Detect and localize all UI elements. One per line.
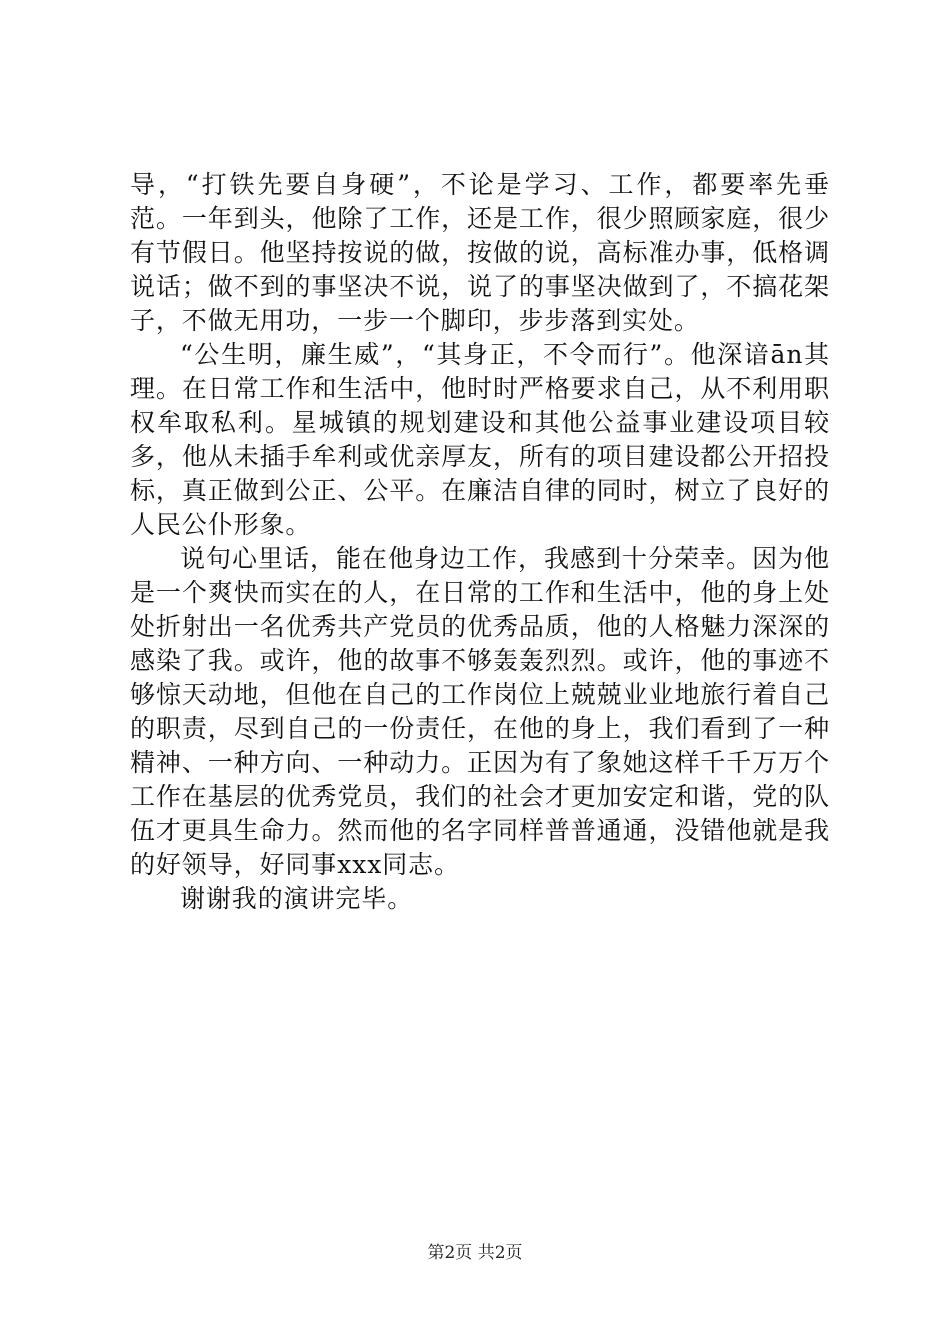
page-footer: 第2页 共2页 (427, 1243, 523, 1263)
document-body (130, 168, 830, 916)
paragraph-4: 谢谢我的演讲完毕。 (180, 884, 414, 913)
paragraph-3: 说句心里话，能在他身边工作，我感到十分荣幸。因为他是一个爽快而实在的人，在日常的工作和生活中，他的身上处处折射出一名优秀共产党员的优秀品质，他的人格魅力深深的感染了我。或许，他的故事不够轰轰烈烈。或许，他的事迹不够惊天动地，但他在自己的工作岗位上兢兢业业地旅行着自己的职责，尽到自己的一份责任，在他的身上，我们看到了一种精神、一种方向、一种动力。正因为有了象她这样千千万万个工作在基层的优秀党员，我们的社会才更加安定和谐，党的队伍才更具生命力。然而他的名字同样普普通通，没错他就是我的好领导，好同事xxx同志。 (130, 544, 830, 879)
paragraph-1: 导，“打铁先要自身硬”，不论是学习、工作，都要率先垂范。一年到头，他除了工作，还是工作，很少照顾家庭，很少有节假日。他坚持按说的做，按做的说，高标准办事，低格调说话；做不到的事坚决不说，说了的事坚决做到了，不搞花架子，不做无用功，一步一个脚印，步步落到实处。 (130, 170, 830, 335)
paragraph-2: “公生明，廉生威”，“其身正，不令而行”。他深谙ān其理。在日常工作和生活中，他时时严格要求自己，从不利用职权牟取私利。星城镇的规划建设和其他公益事业建设项目较多，他从未插手牟利或优亲厚友，所有的项目建设都公开招投标，真正做到公正、公平。在廉洁自律的同时，树立了良好的人民公仆形象。 (130, 340, 830, 539)
